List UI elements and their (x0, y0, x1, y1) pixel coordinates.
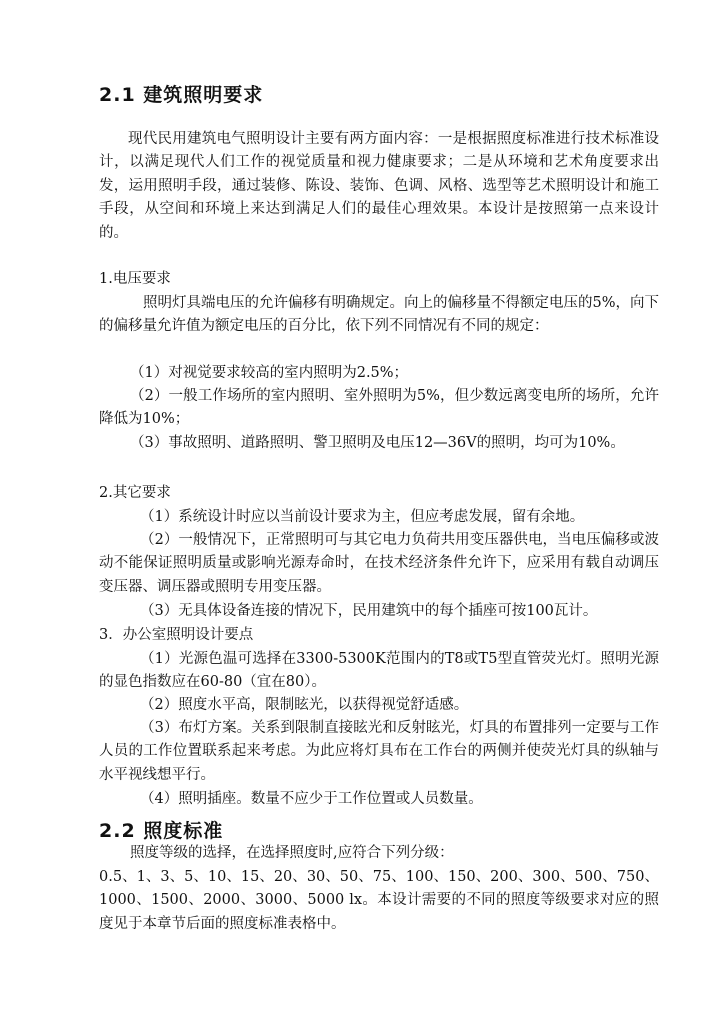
illuminance-levels: 0.5、1、3、5、10、15、20、30、50、75、100、150、200、300、500、750、1000、1500、2000、3000、5000 lx。本设计需要的不同的照度等级要求对应的照度见于本章节后面的照度标准表格中。 (99, 869, 659, 932)
office-lighting-heading: 3．办公室照明设计要点 (99, 627, 254, 643)
office-item-3: （3）布灯方案。关系到限制直接眩光和反射眩光，灯具的布置排列一定要与工作人员的工作位置联系起来考虑。为此应将灯具布在工作台的两侧并使荧光灯具的纵轴与水平视线想平行。 (99, 720, 659, 783)
voltage-requirements-body: 照明灯具端电压的允许偏移有明确规定。向上的偏移量不得额定电压的5%，向下的偏移量允许值为额定电压的百分比，依下列不同情况有不同的规定： (99, 295, 660, 335)
section-heading-2-1: 2.1 建筑照明要求 (99, 84, 264, 106)
office-item-1: （1）光源色温可选择在3300-5300K范围内的T8或T5型直管荧光灯。照明光源的显色指数应在60-80（宜在80）。 (99, 651, 659, 691)
voltage-item-3: （3）事故照明、道路照明、警卫照明及电压12—36V的照明，均可为10%。 (130, 435, 625, 451)
other-item-3: （3）无具体设备连接的情况下，民用建筑中的每个插座可按100瓦计。 (140, 603, 598, 619)
office-item-4: （4）照明插座。数量不应少于工作位置或人员数量。 (140, 791, 483, 807)
voltage-item-1: （1）对视觉要求较高的室内照明为2.5%； (130, 365, 409, 381)
office-item-2: （2）照度水平高，限制眩光，以获得视觉舒适感。 (140, 697, 469, 713)
illuminance-intro: 照度等级的选择，在选择照度时,应符合下列分级： (130, 845, 454, 861)
section-heading-2-2: 2.2 照度标准 (99, 820, 224, 842)
voltage-item-2: （2）一般工作场所的室内照明、室外照明为5%，但少数远离变电所的场所，允许降低为10%； (99, 388, 659, 428)
intro-paragraph: 现代民用建筑电气照明设计主要有两方面内容：一是根据照度标准进行技术标准设计，以满足现代人们工作的视觉质量和视力健康要求；二是从环境和艺术角度要求出发，运用照明手段，通过装修、陈设、装饰、色调、风格、选型等艺术照明设计和施工手段，从空间和环境上来达到满足人们的最佳心理效果。本设计是按照第一点来设计的。 (99, 131, 659, 241)
voltage-requirements-heading: 1.电压要求 (99, 271, 171, 287)
other-item-2: （2）一般情况下，正常照明可与其它电力负荷共用变压器供电，当电压偏移或波动不能保证照明质量或影响光源寿命时，在技术经济条件允许下，应采用有载自动调压变压器、调压器或照明专用变压器。 (99, 532, 659, 595)
other-requirements-heading: 2.其它要求 (99, 485, 171, 501)
other-item-1: （1）系统设计时应以当前设计要求为主，但应考虑发展，留有余地。 (140, 509, 585, 525)
